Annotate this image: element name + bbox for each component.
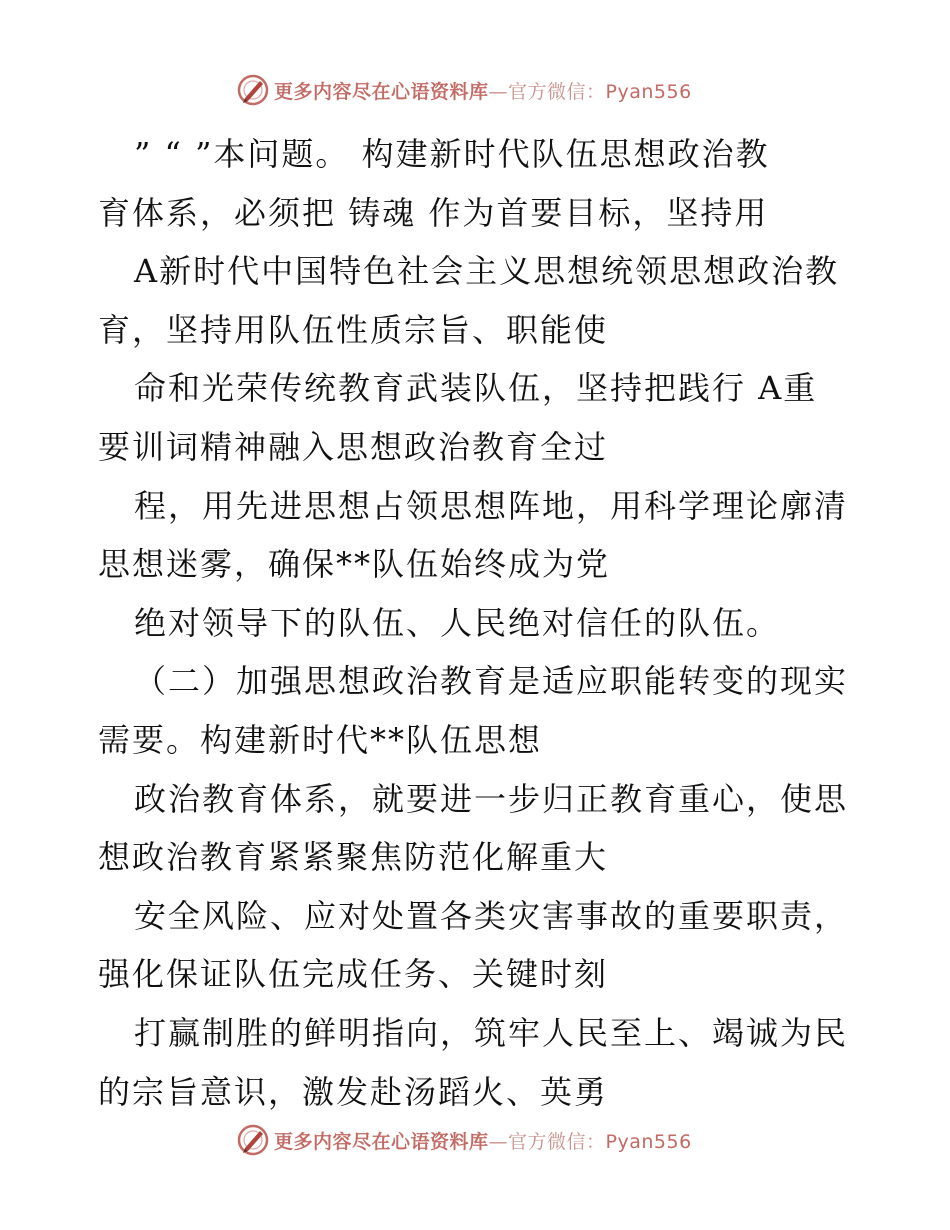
watermark-text — [274, 1127, 692, 1154]
pen-logo-icon — [236, 1123, 270, 1157]
text-line: 想政治教育紧紧聚焦防范化解重大 — [98, 838, 609, 877]
text-line: ” “ ”本问题。 构建新时代队伍思想政治教 — [134, 135, 770, 173]
watermark-main-text: 更多内容尽在心语资料库 — [274, 1130, 489, 1153]
pen-logo-icon — [236, 73, 270, 107]
watermark-wechat-id: Pyan556 — [605, 80, 692, 103]
text-line: （二）加强思想政治教育是适应职能转变的现实 — [134, 662, 849, 701]
text-line: 命和光荣传统教育武装队伍，坚持把践行 A重 — [134, 369, 818, 408]
text-line: 政治教育体系，就要进一步归正教育重心，使思 — [134, 779, 849, 818]
text-line: 需要。构建新时代**队伍思想 — [98, 720, 543, 759]
text-line: 打赢制胜的鲜明指向，筑牢人民至上、竭诚为民 — [134, 1013, 849, 1052]
text-line: A新时代中国特色社会主义思想统领思想政治教 — [134, 252, 840, 291]
watermark-dash: — — [488, 80, 509, 103]
watermark-wechat-label: 官方微信： — [508, 80, 606, 103]
text-line: 育体系，必须把 铸魂 作为首要目标，坚持用 — [98, 193, 769, 232]
text-line: 思想迷雾，确保**队伍始终成为党 — [98, 545, 611, 584]
header-watermark-banner — [236, 72, 692, 108]
footer-watermark-banner — [236, 1122, 692, 1158]
watermark-main-text: 更多内容尽在心语资料库 — [274, 80, 489, 103]
text-line: 强化保证队伍完成任务、关键时刻 — [98, 955, 609, 994]
text-line: 程，用先进思想占领思想阵地，用科学理论廓清 — [134, 486, 849, 525]
watermark-wechat-label: 官方微信： — [508, 1130, 606, 1153]
text-line: 的宗旨意识，激发赴汤蹈火、英勇 — [98, 1072, 609, 1111]
text-line: 育，坚持用队伍性质宗旨、职能使 — [98, 310, 609, 349]
text-line: 要训词精神融入思想政治教育全过 — [98, 427, 609, 466]
watermark-wechat-id: Pyan556 — [605, 1130, 692, 1153]
document-body — [98, 125, 858, 1121]
watermark-text — [274, 77, 692, 104]
text-line: 安全风险、应对处置各类灾害事故的重要职责， — [134, 896, 849, 935]
text-line: 绝对领导下的队伍、人民绝对信任的队伍。 — [134, 603, 781, 642]
watermark-dash: — — [488, 1130, 509, 1153]
